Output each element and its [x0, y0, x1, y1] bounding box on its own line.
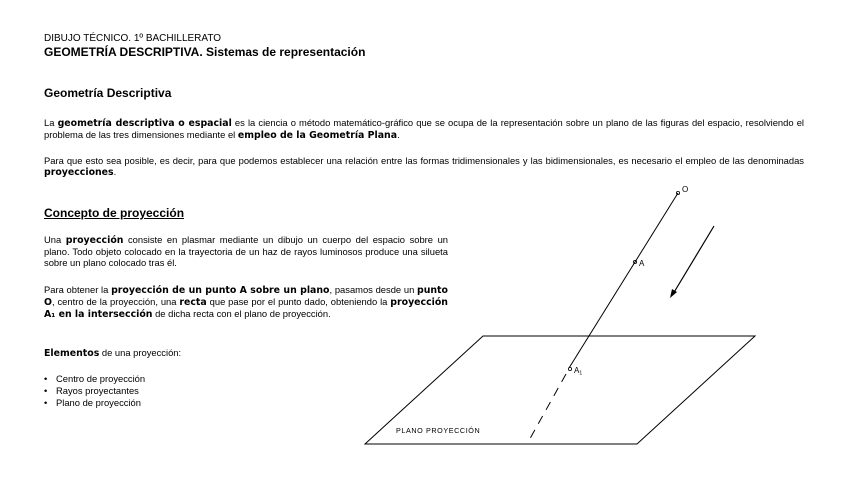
bold-term: proyección de un punto A sobre un plano	[111, 285, 330, 296]
section-title: Geometría Descriptiva	[44, 86, 172, 100]
projecting-ray-solid	[569, 193, 678, 368]
elements-heading: Elementos de una proyección:	[44, 347, 182, 359]
list-item: • Rayos proyectantes	[44, 385, 145, 397]
bold-term: geometría descriptiva o espacial	[57, 118, 232, 129]
label-a1: A1	[574, 366, 583, 377]
label-a: A	[639, 259, 645, 268]
point-a1-marker	[568, 367, 571, 370]
course-label: DIBUJO TÉCNICO. 1º BACHILLERATO	[44, 33, 222, 44]
list-item: • Centro de proyección	[44, 373, 145, 385]
direction-arrow-shaft	[673, 226, 714, 294]
paragraph-projection-concept: Una proyección consiste en plasmar mediante un dibujo un cuerpo del espacio sobre un plano. Todo objeto colocado en la trayectoria de un haz de rayos luminosos produce una silueta sobre un plano colocado tras él.	[44, 234, 448, 268]
direction-arrow-head	[670, 289, 677, 298]
bold-term: Elementos	[44, 348, 100, 359]
paragraph-point-projection: Para obtener la proyección de un punto A sobre un plano, pasamos desde un punto O, centro de la proyección, una recta que pase por el punto dado, obteniendo la proyección A₁ en la intersección de dicha recta con el plano de proyección.	[44, 284, 448, 320]
bold-term: proyección A₁ en la intersección	[44, 297, 448, 320]
list-item: • Plano de proyección	[44, 397, 145, 409]
bold-term: empleo de la Geometría Plana	[237, 130, 398, 141]
plane-label: PLANO PROYECCIÓN	[396, 426, 481, 435]
paragraph-definition: La geometría descriptiva o espacial es la ciencia o método matemático-gráfico que se ocupa de la representación sobre un plano de las figuras del espacio, resolviendo el problema de las tres dimensiones mediante el empleo de la Geometría Plana.	[44, 117, 804, 141]
bold-term: proyección	[65, 235, 124, 246]
bold-term: proyecciones	[44, 167, 114, 178]
bold-term: punto O	[44, 285, 448, 308]
projecting-ray-hidden	[527, 374, 566, 444]
subsection-title: Concepto de proyección	[44, 206, 185, 220]
paragraph-projections: Para que esto sea posible, es decir, para que podemos establecer una relación entre las formas tridimensionales y las bidimensionales, es necesario el empleo de las denominadas proyecciones.	[44, 155, 804, 178]
label-o: O	[682, 185, 689, 194]
document-title: GEOMETRÍA DESCRIPTIVA. Sistemas de representación	[44, 45, 366, 59]
bold-term: recta	[179, 297, 207, 308]
